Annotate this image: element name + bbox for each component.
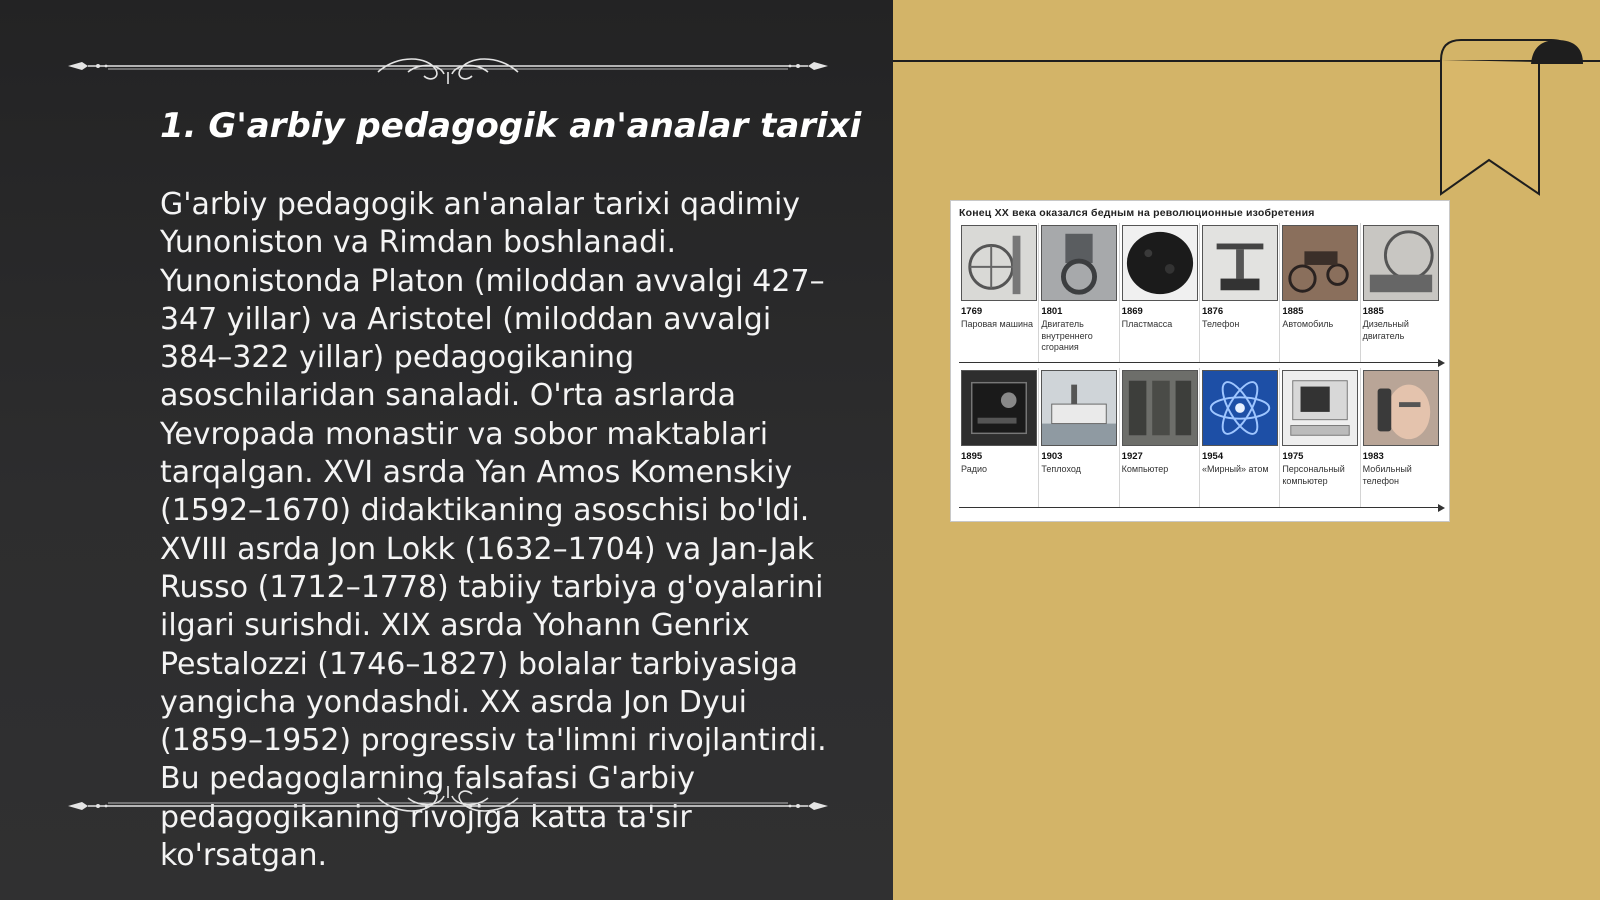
timeline-cell (1120, 368, 1200, 507)
timeline-cell (1361, 223, 1441, 362)
personal-computer-photo-icon (1282, 370, 1358, 446)
timeline-label: «Мирный» атом (1201, 464, 1269, 474)
early-computer-photo-icon (1122, 370, 1198, 446)
timeline-cell (959, 368, 1039, 507)
atom-photo-icon (1202, 370, 1278, 446)
telephone-photo-icon (1202, 225, 1278, 301)
timeline-cell (1039, 368, 1119, 507)
timeline-year: 1885 (1362, 306, 1384, 317)
timeline-year: 1801 (1041, 306, 1063, 317)
timeline-label: Персональный компьютер (1282, 464, 1345, 486)
timeline-label: Мобильный телефон (1362, 464, 1412, 486)
timeline-cell (1200, 368, 1280, 507)
timeline-year: 1903 (1041, 451, 1063, 462)
radio-photo-icon (961, 370, 1037, 446)
timeline-year: 1983 (1362, 451, 1384, 462)
ornamental-divider-top (68, 48, 828, 84)
timeline-year: 1869 (1121, 306, 1143, 317)
timeline-label: Дизельный двигатель (1362, 319, 1409, 341)
timeline-label: Пластмасса (1121, 319, 1173, 329)
inventions-timeline-infographic (950, 200, 1450, 522)
timeline-year: 1876 (1201, 306, 1224, 317)
timeline-cell (1039, 223, 1119, 362)
right-panel (893, 0, 1600, 900)
timeline-cell (1280, 223, 1360, 362)
timeline-label: Компьютер (1121, 464, 1169, 474)
timeline-label: Автомобиль (1282, 319, 1334, 329)
timeline-year: 1769 (961, 306, 983, 317)
timeline-label: Двигатель внутреннего сгорания (1041, 319, 1093, 352)
timeline-cell (1361, 368, 1441, 507)
timeline-label: Теплоход (1041, 464, 1081, 474)
infographic-heading: Конец XX века оказался бедным на революционные изобретения (959, 207, 1315, 219)
timeline-cell (1200, 223, 1280, 362)
timeline-label: Телефон (1201, 319, 1240, 329)
timeline-cell (959, 223, 1039, 362)
diesel-engine-photo-icon (1363, 225, 1439, 301)
timeline-year: 1954 (1201, 451, 1224, 462)
plastic-granules-photo-icon (1122, 225, 1198, 301)
automobile-photo-icon (1282, 225, 1358, 301)
slide-title: 1. G'arbiy pedagogik an'analar tarixi (160, 106, 862, 146)
combustion-engine-photo-icon (1041, 225, 1117, 301)
steam-engine-photo-icon (961, 225, 1037, 301)
timeline-cell (1120, 223, 1200, 362)
timeline-label: Паровая машина (961, 319, 1033, 329)
timeline-row-1 (959, 223, 1441, 363)
timeline-label: Радио (961, 464, 987, 474)
motor-ship-photo-icon (1041, 370, 1117, 446)
mobile-phone-photo-icon (1363, 370, 1439, 446)
timeline-year: 1895 (961, 451, 983, 462)
slide-body-text: G'arbiy pedagogik an'analar tarixi qadimiy Yunoniston va Rimdan boshlanadi. Yunonistonda Platon (miloddan avvalgi 427–347 yillar) va Aristotel (miloddan avvalgi 384–322 yillar) pedagogikaning asoschilaridan sanaladi. O'rta asrlarda Yevropada monastir va sobor maktablari tarqalgan. XVI asrda Yan Amos Komenskiy (1592–1670) didaktikaning asoschisi bo'ldi. XVIII asrda Jon Lokk (1632–1704) va Jan-Jak Russo (1712–1778) tabiiy tarbiya g'oyalarini ilgari surishdi. XIX asrda Yohann Genrix Pestalozzi (1746–1827) bolalar tarbiyasiga yangicha yondashdi. XX asrda Jon Dyui (1859–1952) progressiv ta'limni rivojlantirdi. Bu pedagoglarning falsafasi G'arbiy pedagogikaning rivojiga katta ta'sir ko'rsatgan. (160, 187, 827, 874)
timeline-row-2 (959, 368, 1441, 508)
timeline-year: 1927 (1121, 451, 1143, 462)
timeline-cell (1280, 368, 1360, 507)
timeline-year: 1885 (1282, 306, 1304, 317)
ornamental-divider-bottom (68, 786, 828, 822)
timeline-year: 1975 (1282, 451, 1304, 462)
bookmark-ribbon-icon (1433, 36, 1583, 198)
